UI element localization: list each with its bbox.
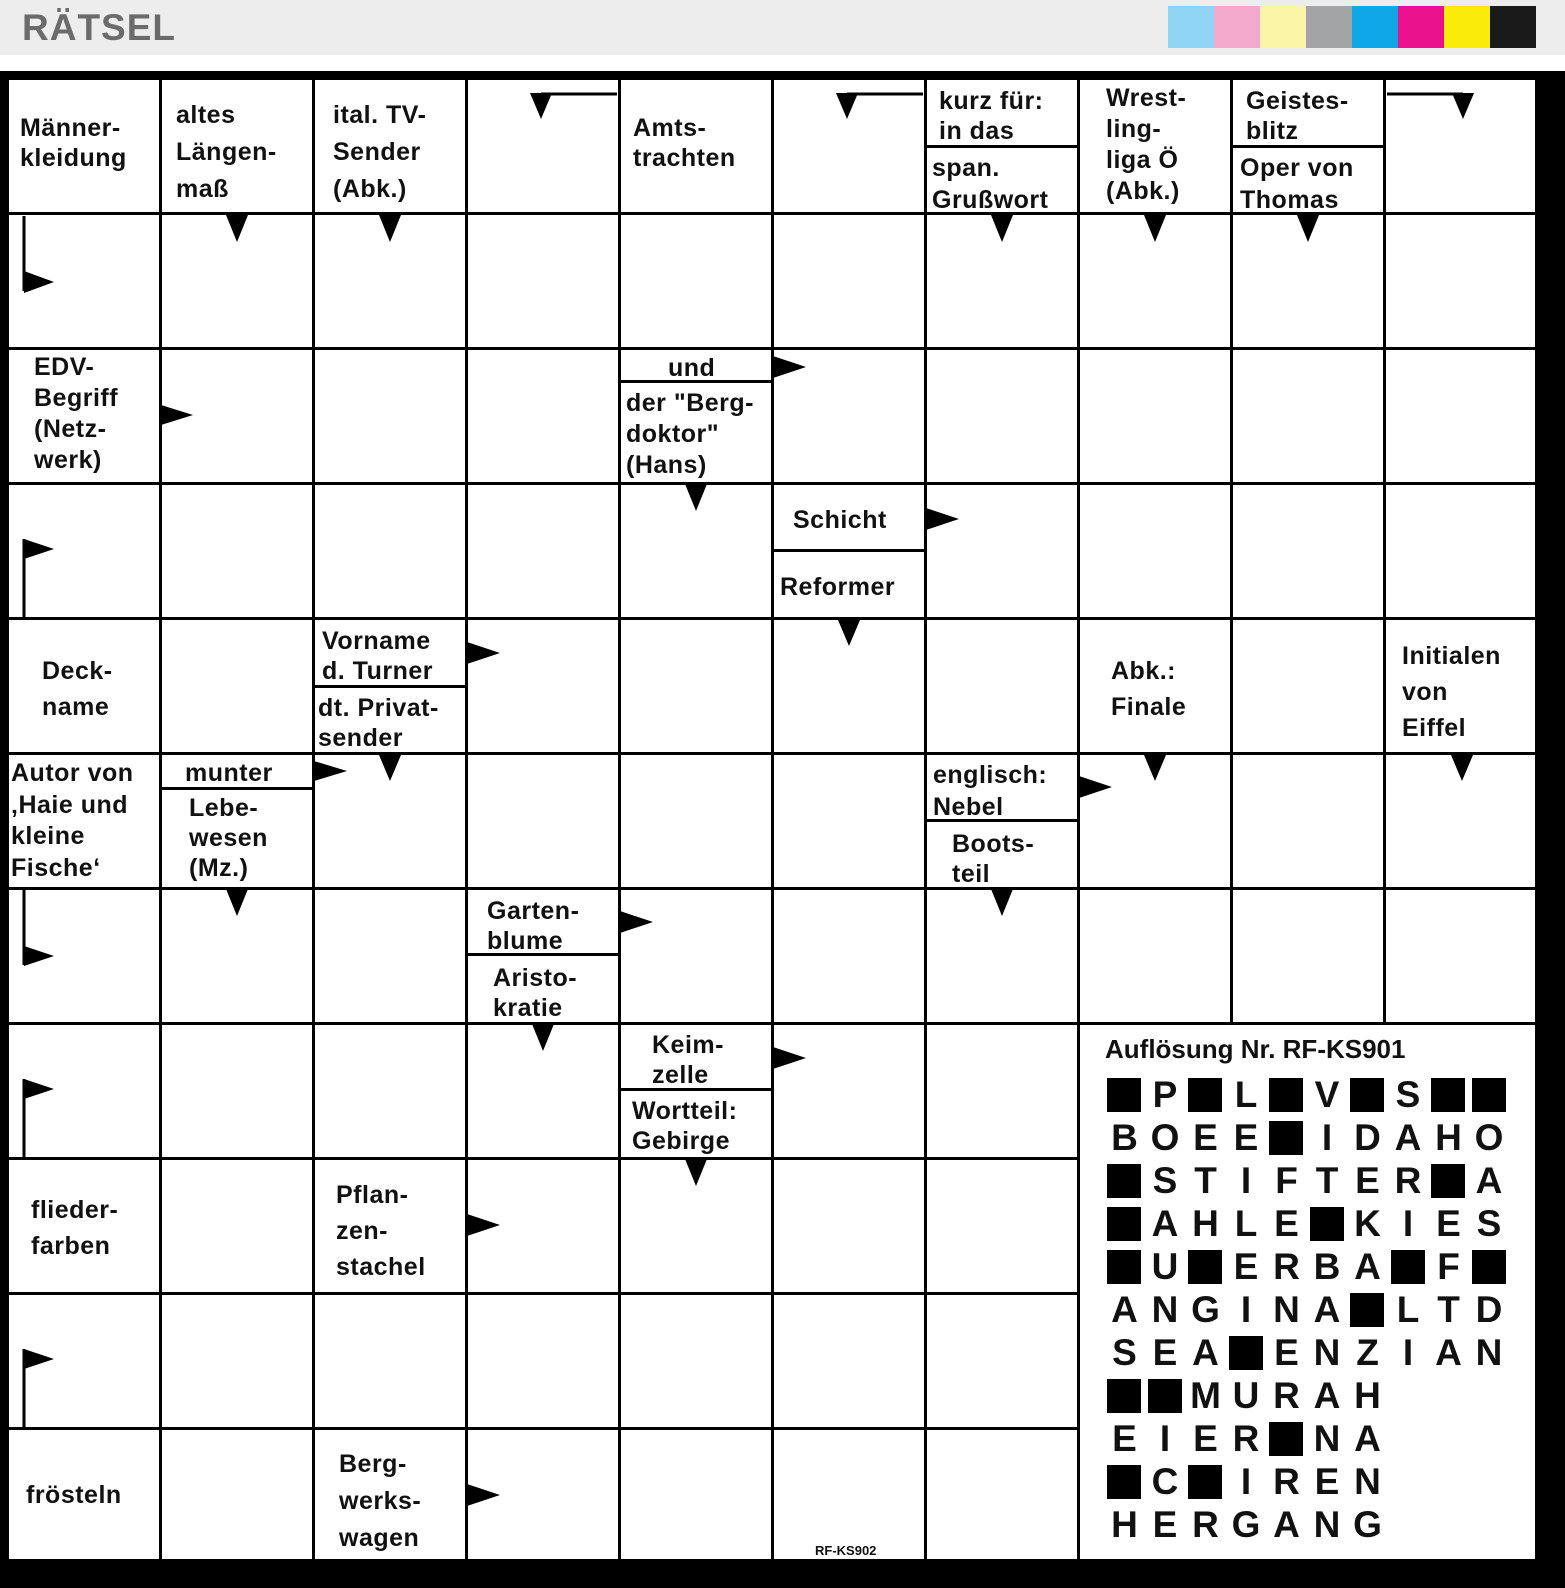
header-bar bbox=[0, 0, 1565, 55]
solution-letter: H bbox=[1192, 1203, 1219, 1244]
solution-letter: A bbox=[1111, 1289, 1138, 1330]
solution-letter: E bbox=[1436, 1203, 1461, 1244]
solution-row bbox=[1105, 1074, 1525, 1116]
solution-black-square bbox=[1269, 1078, 1303, 1112]
clue-lebewesen[interactable]: Lebe- wesen (Mz.) bbox=[189, 794, 268, 882]
clue-keimzelle[interactable]: Keim- zelle bbox=[652, 1031, 724, 1089]
clue-schicht[interactable]: Schicht bbox=[793, 506, 887, 534]
color-swatch bbox=[1398, 6, 1444, 48]
solution-letter: B bbox=[1111, 1117, 1138, 1158]
solution-letter: I bbox=[1402, 1332, 1414, 1373]
solution-letter: A bbox=[1273, 1504, 1300, 1545]
clue-gartenblume[interactable]: Garten- blume bbox=[487, 897, 580, 955]
grid-line bbox=[312, 80, 315, 1560]
solution-letter: S bbox=[1476, 1203, 1502, 1244]
color-swatch bbox=[1306, 6, 1352, 48]
solution-row bbox=[1105, 1160, 1525, 1202]
solution-letter: T bbox=[1437, 1289, 1460, 1330]
solution-letter: N bbox=[1151, 1289, 1179, 1330]
grid-line bbox=[159, 80, 162, 1560]
clue-initialen-eiffel[interactable]: Initialen von Eiffel bbox=[1402, 642, 1501, 742]
grid-line bbox=[771, 549, 924, 552]
grid-line bbox=[1230, 80, 1233, 1022]
solution-letter: K bbox=[1354, 1203, 1381, 1244]
clue-froesteln[interactable]: frösteln bbox=[26, 1481, 122, 1509]
solution-letter: I bbox=[1159, 1418, 1171, 1459]
solution-letter: N bbox=[1313, 1504, 1341, 1545]
grid-line bbox=[618, 80, 621, 1560]
solution-row bbox=[1105, 1246, 1525, 1288]
solution-letter: O bbox=[1474, 1117, 1504, 1158]
solution-black-square bbox=[1148, 1379, 1182, 1413]
solution-letter: E bbox=[1274, 1203, 1299, 1244]
solution-letter: N bbox=[1475, 1332, 1503, 1373]
solution-letter: H bbox=[1111, 1504, 1138, 1545]
clue-kurz-fuer-in-das[interactable]: kurz für: in das bbox=[939, 87, 1044, 145]
color-swatch bbox=[1490, 6, 1536, 48]
solution-letter: L bbox=[1234, 1203, 1258, 1244]
clue-autor-haie[interactable]: Autor von ‚Haie und kleine Fische‘ bbox=[11, 759, 134, 882]
solution-black-square bbox=[1188, 1465, 1222, 1499]
solution-black-square bbox=[1431, 1164, 1465, 1198]
solution-letter: G bbox=[1191, 1289, 1220, 1330]
solution-letter: L bbox=[1234, 1074, 1258, 1115]
solution-letter: I bbox=[1402, 1203, 1414, 1244]
grid-line bbox=[771, 80, 774, 1560]
grid-line bbox=[9, 1427, 1079, 1430]
clue-altes-laengenmass[interactable]: altes Längen- maß bbox=[176, 101, 277, 203]
solution-black-square bbox=[1472, 1250, 1506, 1284]
solution-letter: U bbox=[1232, 1375, 1260, 1416]
clue-abk-finale[interactable]: Abk.: Finale bbox=[1111, 657, 1187, 721]
solution-letter: R bbox=[1273, 1461, 1300, 1502]
clue-englisch-nebel[interactable]: englisch: Nebel bbox=[933, 761, 1048, 821]
clue-span-grusswort[interactable]: span. Grußwort bbox=[932, 154, 1049, 214]
clue-ital-tv-sender[interactable]: ital. TV- Sender (Abk.) bbox=[333, 101, 427, 203]
solution-letter: N bbox=[1313, 1332, 1341, 1373]
solution-letter: A bbox=[1475, 1160, 1503, 1201]
clue-privatsender[interactable]: dt. Privat- sender bbox=[318, 694, 439, 752]
solution-letter: I bbox=[1240, 1160, 1252, 1201]
solution-letter: T bbox=[1315, 1160, 1339, 1201]
solution-letter: R bbox=[1394, 1160, 1422, 1201]
solution-letter: O bbox=[1150, 1117, 1180, 1158]
solution-letter: I bbox=[1240, 1461, 1252, 1502]
clue-bergdoktor[interactable]: der "Berg- doktor" (Hans) bbox=[626, 389, 754, 479]
solution-letter: G bbox=[1231, 1504, 1261, 1545]
grid-line bbox=[9, 752, 1535, 755]
grid-line bbox=[9, 1157, 1079, 1160]
solution-letter: E bbox=[1112, 1418, 1137, 1459]
solution-row bbox=[1105, 1203, 1525, 1245]
solution-letter: E bbox=[1193, 1418, 1218, 1459]
solution-letter: A bbox=[1394, 1117, 1422, 1158]
grid-line bbox=[9, 347, 1535, 350]
clue-wortteil-gebirge[interactable]: Wortteil: Gebirge bbox=[632, 1097, 738, 1155]
solution-letter: E bbox=[1233, 1246, 1259, 1287]
grid-line bbox=[9, 887, 1535, 890]
solution-row bbox=[1105, 1289, 1525, 1331]
solution-letter: E bbox=[1274, 1332, 1299, 1373]
color-swatch bbox=[1214, 6, 1260, 48]
solution-letter: F bbox=[1275, 1160, 1298, 1201]
clue-geistesblitz[interactable]: Geistes- blitz bbox=[1246, 87, 1349, 145]
solution-black-square bbox=[1107, 1379, 1141, 1413]
solution-letter: V bbox=[1314, 1074, 1340, 1115]
grid-line bbox=[465, 80, 468, 1560]
grid-line bbox=[9, 1292, 1079, 1295]
clue-oper-von-thomas[interactable]: Oper von Thomas bbox=[1240, 154, 1354, 214]
solution-letter: H bbox=[1354, 1375, 1381, 1416]
solution-letter: R bbox=[1232, 1418, 1260, 1459]
solution-letter: U bbox=[1151, 1246, 1179, 1287]
clue-aristokratie[interactable]: Aristo- kratie bbox=[493, 964, 578, 1022]
solution-black-square bbox=[1269, 1422, 1303, 1456]
solution-black-square bbox=[1472, 1078, 1506, 1112]
solution-black-square bbox=[1350, 1293, 1384, 1327]
solution-black-square bbox=[1107, 1078, 1141, 1112]
solution-letter: A bbox=[1192, 1332, 1219, 1373]
solution-black-square bbox=[1350, 1078, 1384, 1112]
solution-letter: R bbox=[1273, 1375, 1300, 1416]
solution-title: Auflösung Nr. RF-KS901 bbox=[1105, 1034, 1406, 1064]
solution-letter: S bbox=[1112, 1332, 1137, 1373]
solution-letter: E bbox=[1233, 1117, 1259, 1158]
solution-letter: N bbox=[1354, 1461, 1381, 1502]
grid-line bbox=[9, 617, 1535, 620]
solution-letter: Z bbox=[1356, 1332, 1379, 1373]
clue-reformer[interactable]: Reformer bbox=[780, 573, 896, 601]
solution-black-square bbox=[1229, 1336, 1263, 1370]
solution-letter: E bbox=[1314, 1461, 1340, 1502]
clue-bootsteil[interactable]: Boots- teil bbox=[952, 830, 1035, 888]
color-swatch bbox=[1352, 6, 1398, 48]
clue-und[interactable]: und bbox=[668, 354, 716, 382]
clue-fliederfarben[interactable]: flieder- farben bbox=[31, 1196, 119, 1260]
solution-row bbox=[1105, 1418, 1525, 1460]
page-title: RÄTSEL bbox=[22, 7, 176, 48]
solution-letter: D bbox=[1475, 1289, 1503, 1330]
solution-black-square bbox=[1107, 1465, 1141, 1499]
solution-letter: C bbox=[1151, 1461, 1179, 1502]
solution-letter: N bbox=[1273, 1289, 1300, 1330]
solution-letter: P bbox=[1152, 1074, 1178, 1115]
solution-row bbox=[1105, 1504, 1525, 1546]
solution-row bbox=[1105, 1332, 1525, 1374]
clue-munter[interactable]: munter bbox=[185, 759, 273, 787]
grid-line bbox=[9, 482, 1535, 485]
solution-letter: R bbox=[1192, 1504, 1219, 1545]
solution-letter: A bbox=[1313, 1289, 1341, 1330]
solution-black-square bbox=[1310, 1207, 1344, 1241]
color-swatch bbox=[1168, 6, 1214, 48]
solution-letter: S bbox=[1395, 1074, 1421, 1115]
solution-letter: A bbox=[1435, 1332, 1462, 1373]
clue-bergwerkswagen[interactable]: Berg- werks- wagen bbox=[339, 1450, 422, 1552]
puzzle-code: RF-KS902 bbox=[815, 1543, 877, 1558]
color-swatch bbox=[1260, 6, 1306, 48]
solution-row bbox=[1105, 1117, 1525, 1159]
grid-line bbox=[1383, 80, 1386, 1022]
solution-letter: A bbox=[1354, 1418, 1381, 1459]
clue-edv-begriff[interactable]: EDV- Begriff (Netz- werk) bbox=[34, 353, 119, 474]
solution-black-square bbox=[1188, 1250, 1222, 1284]
solution-letter: L bbox=[1396, 1289, 1420, 1330]
solution-letter: H bbox=[1435, 1117, 1462, 1158]
solution-letter: F bbox=[1437, 1246, 1460, 1287]
color-swatch bbox=[1444, 6, 1490, 48]
solution-letter: M bbox=[1190, 1375, 1221, 1416]
solution-black-square bbox=[1107, 1207, 1141, 1241]
clue-maennerkleidung[interactable]: Männer- kleidung bbox=[20, 114, 127, 172]
clue-wrestlingliga[interactable]: Wrest- ling- liga Ö (Abk.) bbox=[1106, 84, 1187, 205]
grid-line bbox=[1077, 80, 1080, 1560]
solution-letter: A bbox=[1151, 1203, 1179, 1244]
clue-amtstrachten[interactable]: Amts- trachten bbox=[633, 114, 736, 172]
solution-row bbox=[1105, 1375, 1525, 1417]
solution-black-square bbox=[1269, 1121, 1303, 1155]
solution-letter: I bbox=[1240, 1289, 1252, 1330]
solution-letter: B bbox=[1313, 1246, 1341, 1287]
solution-letter: A bbox=[1313, 1375, 1341, 1416]
solution-row bbox=[1105, 1461, 1525, 1503]
solution-letter: I bbox=[1321, 1117, 1333, 1158]
solution-letter: R bbox=[1273, 1246, 1300, 1287]
solution-black-square bbox=[1391, 1250, 1425, 1284]
solution-letter: T bbox=[1194, 1160, 1217, 1201]
solution-black-square bbox=[1107, 1164, 1141, 1198]
clue-vorname-turner[interactable]: Vorname d. Turner bbox=[322, 627, 433, 685]
solution-letter: E bbox=[1355, 1160, 1380, 1201]
solution-letter: G bbox=[1353, 1504, 1382, 1545]
solution-letter: E bbox=[1152, 1332, 1178, 1373]
solution-letter: A bbox=[1354, 1246, 1381, 1287]
grid-line bbox=[9, 1022, 1535, 1025]
solution-letter: D bbox=[1354, 1117, 1381, 1158]
solution-letter: S bbox=[1152, 1160, 1178, 1201]
solution-black-square bbox=[1431, 1078, 1465, 1112]
clue-deckname[interactable]: Deck- name bbox=[42, 657, 113, 721]
solution-black-square bbox=[1188, 1078, 1222, 1112]
solution-letter: N bbox=[1313, 1418, 1341, 1459]
clue-pflanzenstachel[interactable]: Pflan- zen- stachel bbox=[336, 1181, 426, 1281]
solution-black-square bbox=[1107, 1250, 1141, 1284]
solution-letter: E bbox=[1193, 1117, 1218, 1158]
color-calibration-strip bbox=[1168, 6, 1536, 48]
solution-letter: E bbox=[1152, 1504, 1178, 1545]
